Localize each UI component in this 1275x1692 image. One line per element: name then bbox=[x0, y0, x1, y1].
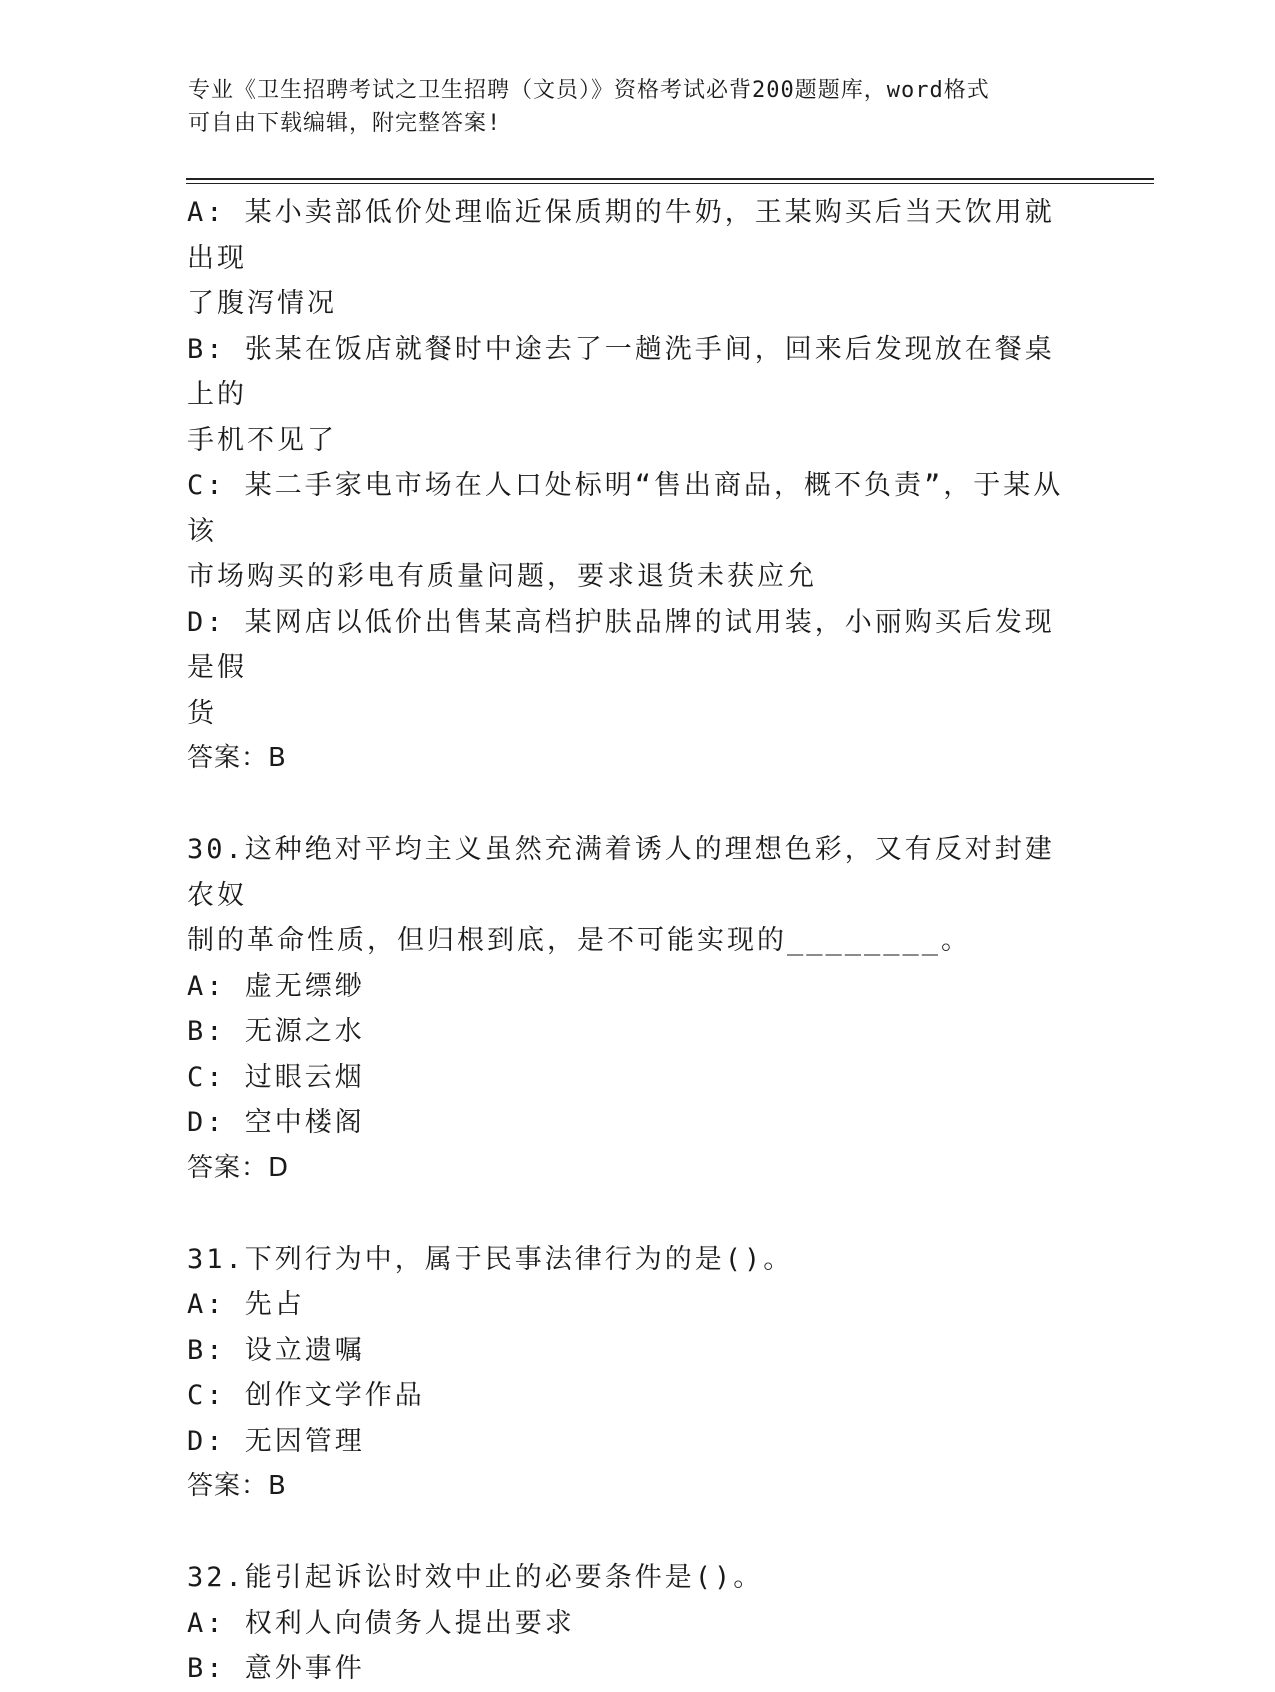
header-line-1: 专业《卫生招聘考试之卫生招聘（文员）》资格考试必背200题题库，word格式 bbox=[188, 78, 990, 103]
option-d: D: 空中楼阁 bbox=[187, 1107, 365, 1138]
question-stem: 31.下列行为中，属于民事法律行为的是()。 bbox=[187, 1243, 794, 1275]
option-d-line-1: D: 某网店以低价出售某高档护肤品牌的试用装，小丽购买后发现是假 bbox=[187, 606, 1055, 683]
option-b-line-1: B: 张某在饭店就餐时中途去了一趟洗手间，回来后发现放在餐桌上的 bbox=[187, 333, 1055, 410]
header-line-2: 可自由下载编辑，附完整答案! bbox=[188, 111, 502, 136]
answer: 答案：D bbox=[187, 1152, 290, 1183]
question-stem-line-2: 制的革命性质，但归根到底，是不可能实现的________。 bbox=[187, 925, 972, 956]
option-a: A: 权利人向债务人提出要求 bbox=[187, 1607, 575, 1639]
option-b: B: 无源之水 bbox=[187, 1016, 365, 1047]
option-c-line-2: 市场购买的彩电有质量问题，要求退货未获应允 bbox=[187, 561, 817, 592]
option-d: D: 无因管理 bbox=[187, 1425, 365, 1457]
spacer bbox=[187, 1510, 1077, 1556]
question-32 bbox=[187, 1555, 1077, 1692]
option-c-line-1: C: 某二手家电市场在人口处标明“售出商品，概不负责”，于某从该 bbox=[187, 470, 1064, 547]
option-c: C: 创作文学作品 bbox=[187, 1380, 425, 1411]
option-a: A: 先占 bbox=[187, 1289, 305, 1320]
answer: 答案：B bbox=[187, 1471, 287, 1501]
header-divider-thick bbox=[186, 178, 1154, 180]
option-b: B: 意外事件 bbox=[187, 1653, 365, 1684]
answer: 答案：B bbox=[187, 743, 287, 773]
document-header bbox=[188, 74, 1068, 140]
question-stem-line-1: 30.这种绝对平均主义虽然充满着诱人的理想色彩，又有反对封建农奴 bbox=[187, 834, 1055, 911]
option-b: B: 设立遗嘱 bbox=[187, 1334, 365, 1366]
option-a-line-1: A: 某小卖部低价处理临近保质期的牛奶，王某购买后当天饮用就出现 bbox=[187, 197, 1055, 274]
question-stem: 32.能引起诉讼时效中止的必要条件是()。 bbox=[187, 1562, 764, 1593]
question-content bbox=[187, 190, 1077, 1692]
question-31 bbox=[187, 1237, 1077, 1510]
option-a-line-2: 了腹泻情况 bbox=[187, 288, 337, 319]
option-d-line-2: 货 bbox=[187, 697, 217, 729]
question-29 bbox=[187, 190, 1077, 782]
spacer bbox=[187, 782, 1077, 828]
option-b-line-2: 手机不见了 bbox=[187, 424, 337, 456]
question-30 bbox=[187, 827, 1077, 1191]
spacer bbox=[187, 1191, 1077, 1237]
option-a: A: 虚无缥缈 bbox=[187, 970, 365, 1002]
option-c: C: 过眼云烟 bbox=[187, 1061, 365, 1093]
header-divider-thin bbox=[186, 183, 1154, 184]
